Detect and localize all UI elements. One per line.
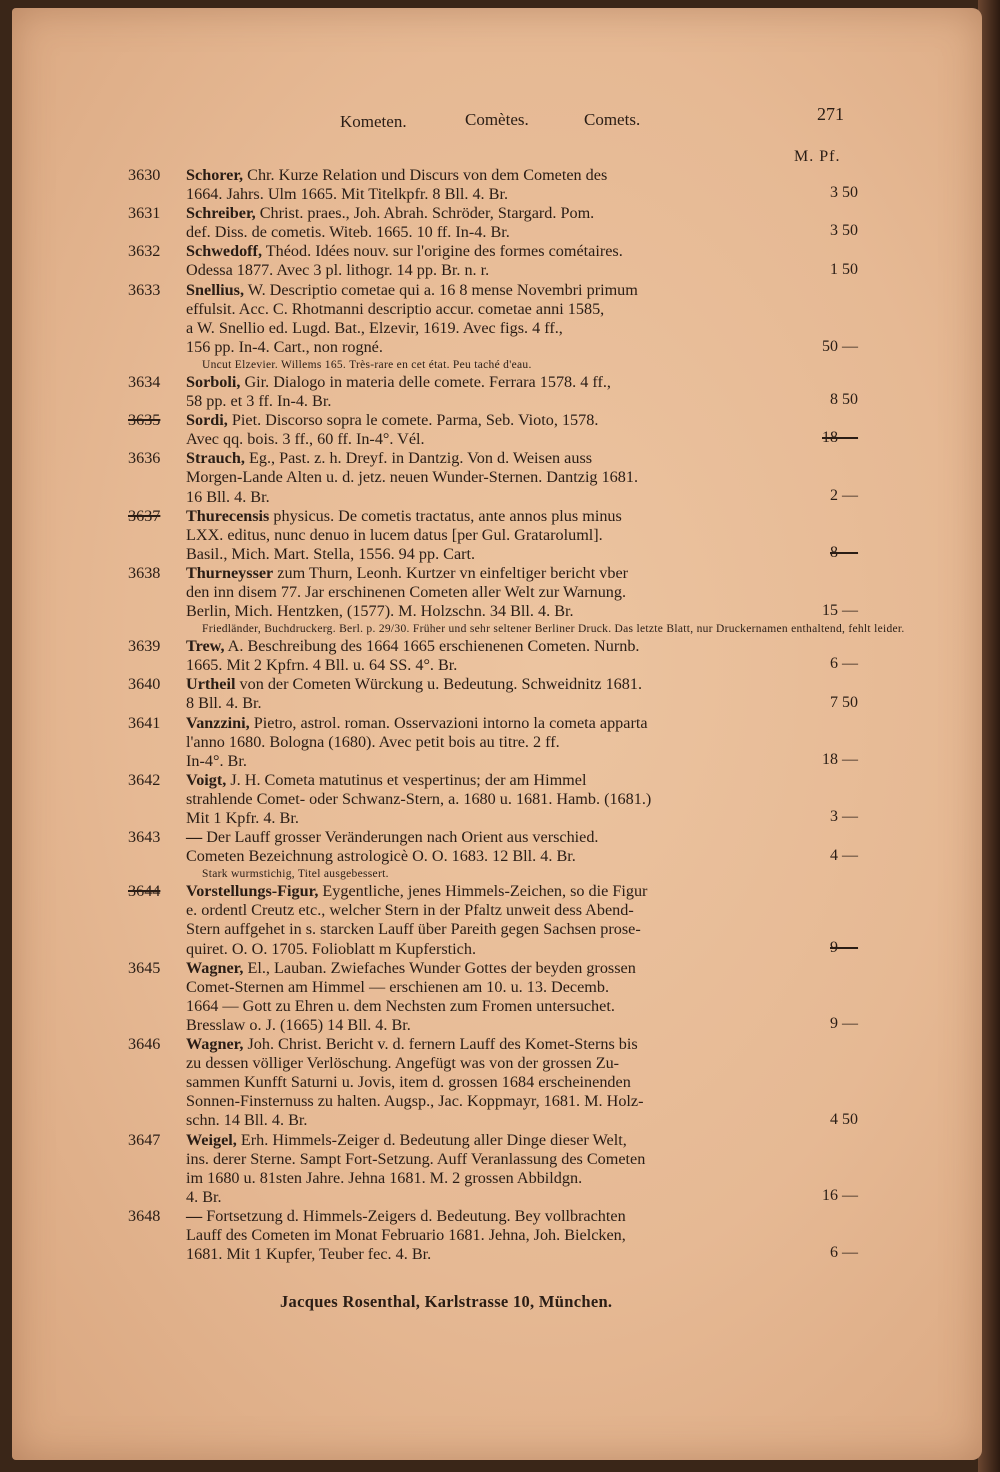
- entry-line: [128, 790, 858, 809]
- entry-author: —: [186, 828, 203, 847]
- entry-price: 3 —: [830, 808, 858, 826]
- entry-line: [128, 449, 858, 468]
- entry-text: 1665. Mit 2 Kpfrn. 4 Bll. u. 64 SS. 4°. Br.: [186, 656, 458, 675]
- entry-price: 3 50: [830, 184, 858, 202]
- catalog-entry: [128, 373, 858, 411]
- entry-price: 7 50: [830, 693, 858, 711]
- entry-note: Uncut Elzevier. Willems 165. Très-rare en cet état. Peu taché d'eau.: [202, 358, 532, 371]
- entry-author: Thurneysser: [186, 563, 274, 582]
- entry-line: [128, 338, 858, 357]
- entry-price: 15 —: [822, 601, 858, 619]
- entry-line: [128, 940, 858, 959]
- entry-author: Thurecensis: [186, 506, 270, 525]
- entry-number: 3636: [128, 449, 161, 468]
- entry-text: 156 pp. In-4. Cart., non rogné.: [186, 337, 383, 356]
- entry-number: 3643: [128, 828, 161, 847]
- entry-line: [128, 1131, 858, 1150]
- entry-text: Eg., Past. z. h. Dreyf. in Dantzig. Von d. Weisen auss: [244, 449, 593, 468]
- entry-line: [128, 752, 858, 771]
- catalog-entry: [128, 411, 858, 449]
- entry-author: Sorboli,: [186, 372, 241, 391]
- entry-line: [128, 694, 858, 713]
- entry-price: 4 —: [830, 847, 858, 865]
- entry-text: El., Lauban. Zwiefaches Wunder Gottes der beyden grossen: [243, 958, 636, 977]
- catalog-entry: [128, 882, 858, 958]
- entry-text: def. Diss. de cometis. Witeb. 1665. 10 ff. In-4. Br.: [186, 223, 510, 242]
- page-number: 271: [817, 104, 844, 124]
- entry-line: [128, 882, 858, 901]
- entry-line: [128, 602, 858, 621]
- entry-line: [128, 901, 858, 920]
- currency-column-header: M. Pf.: [794, 148, 841, 165]
- entry-text: Basil., Mich. Mart. Stella, 1556. 94 pp. Cart.: [186, 544, 476, 563]
- entry-price: 2 —: [830, 486, 858, 504]
- entry-line: [128, 771, 858, 790]
- entry-text: Eygentliche, jenes Himmels-Zeichen, so die Figur: [318, 882, 648, 901]
- entry-line: [128, 300, 858, 319]
- entry-number: 3637: [128, 506, 161, 525]
- entry-price: 6 —: [830, 655, 858, 673]
- entry-text: 16 Bll. 4. Br.: [186, 487, 270, 506]
- entry-text: a W. Snellio ed. Lugd. Bat., Elzevir, 1619. Avec figs. 4 ff.,: [186, 318, 563, 337]
- entry-text: physicus. De cometis tractatus, ante annos plus minus: [269, 506, 622, 525]
- entry-line: [128, 185, 858, 204]
- entry-number: 3641: [128, 713, 161, 732]
- entry-text: Christ. praes., Joh. Abrah. Schröder, Stargard. Pom.: [255, 204, 595, 223]
- entry-number: 3648: [128, 1206, 161, 1225]
- entry-number: 3632: [128, 242, 161, 261]
- entry-price: 3 50: [830, 222, 858, 240]
- catalog-entry: [128, 714, 858, 771]
- entry-line: [128, 1226, 858, 1245]
- catalog-entry: [128, 281, 858, 373]
- entry-author: Vanzzini,: [186, 713, 250, 732]
- entry-text: 1681. Mit 1 Kupfer, Teuber fec. 4. Br.: [186, 1245, 432, 1264]
- entry-line: [128, 564, 858, 583]
- catalog-entry: [128, 959, 858, 1035]
- entry-line: [128, 978, 858, 997]
- entry-number: 3645: [128, 958, 161, 977]
- entry-line: [128, 1111, 858, 1130]
- entry-line: [128, 920, 858, 939]
- entry-line: [128, 468, 858, 487]
- catalog-entry: [128, 1207, 858, 1264]
- entry-number: 3631: [128, 204, 161, 223]
- entry-text: Cometen Bezeichnung astrologicè O. O. 1683. 12 Bll. 4. Br.: [186, 847, 576, 866]
- entry-text: strahlende Comet- oder Schwanz-Stern, a. 1680 u. 1681. Hamb. (1681.): [186, 789, 652, 808]
- entry-line: [128, 281, 858, 300]
- entry-author: Schorer,: [186, 166, 244, 184]
- entry-line: [128, 392, 858, 411]
- entry-text: Joh. Christ. Bericht v. d. fernern Lauff des Komet-Sterns bis: [243, 1035, 638, 1054]
- entry-note: Friedländer, Buchdruckerg. Berl. p. 29/30. Früher und sehr seltener Berliner Druck. Das letzte Blatt, nur Druckernamen enthaltend, fehlt leider.: [202, 623, 905, 636]
- entry-price: 8 50: [830, 391, 858, 409]
- entry-text: den inn disem 77. Jar erschinenen Cometen aller Welt zur Warnung.: [186, 582, 627, 601]
- entry-text: ins. derer Sterne. Sampt Fort-Setzung. Auff Veranlassung des Cometen: [186, 1149, 646, 1168]
- entry-price: 18 —: [822, 750, 858, 768]
- entry-author: Urtheil: [186, 675, 236, 694]
- entry-text: Pietro, astrol. roman. Osservazioni intorno la cometa apparta: [249, 713, 648, 732]
- entry-line: [128, 373, 858, 392]
- entry-text: Comet-Sternen am Himmel — erschienen am 10. u. 13. Decemb.: [186, 977, 610, 996]
- header-title-german: Kometen.: [340, 112, 407, 131]
- entry-line: [128, 242, 858, 261]
- entry-text: Mit 1 Kpfr. 4. Br.: [186, 809, 299, 827]
- entry-author: Vorstellungs-Figur,: [186, 882, 319, 901]
- entry-author: Strauch,: [186, 449, 245, 468]
- entry-number: 3635: [128, 411, 161, 430]
- publisher-footer: Jacques Rosenthal, Karlstrasse 10, München.: [280, 1292, 613, 1311]
- entry-price: 16 —: [822, 1186, 858, 1204]
- entry-line: [128, 1073, 858, 1092]
- entry-number: 3644: [128, 882, 161, 901]
- entry-line: [128, 637, 858, 656]
- entry-text: 1664 — Gott zu Ehren u. dem Nechsten zum Fromen untersuchet.: [186, 996, 615, 1015]
- entry-number: 3638: [128, 563, 161, 582]
- entry-number: 3647: [128, 1130, 161, 1149]
- catalog-entry: [128, 828, 858, 882]
- entry-text: im 1680 u. 81sten Jahre. Jehna 1681. M. 2 grossen Abbildgn.: [186, 1168, 583, 1187]
- entry-author: Schreiber,: [186, 204, 256, 223]
- entry-price: 6 —: [830, 1244, 858, 1262]
- entry-text: Gir. Dialogo in materia delle comete. Ferrara 1578. 4 ff.,: [240, 372, 611, 391]
- entry-text: schn. 14 Bll. 4. Br.: [186, 1111, 308, 1130]
- entry-line: [128, 1207, 858, 1226]
- entry-price: 50 —: [822, 337, 858, 355]
- entry-text: Erh. Himmels-Zeiger d. Bedeutung aller Dinge dieser Welt,: [236, 1130, 627, 1149]
- entry-text: Stern auffgehet in s. starcken Lauff über Pareith gegen Sachsen prose-: [186, 920, 641, 939]
- catalog-entry: [128, 637, 858, 675]
- catalog-entry: [128, 771, 858, 828]
- entry-text: W. Descriptio cometae qui a. 16 8 mense Novembri primum: [244, 280, 638, 299]
- entry-author: Trew,: [186, 637, 225, 656]
- entry-number: 3646: [128, 1035, 161, 1054]
- entry-text: 4. Br.: [186, 1187, 222, 1206]
- entry-text: e. ordentl Creutz etc., welcher Stern in der Pfaltz unweit dess Abend-: [186, 901, 634, 920]
- entry-line: [128, 583, 858, 602]
- entry-text: Chr. Kurze Relation und Discurs von dem Cometen des: [243, 166, 608, 184]
- entry-author: Snellius,: [186, 280, 245, 299]
- entry-text: LXX. editus, nunc denuo in lucem datus [per Gul. Grataroluml].: [186, 525, 603, 544]
- entry-price: 4 50: [830, 1110, 858, 1128]
- entry-text: zu dessen völliger Verlöschung. Angefügt was von der grossen Zu-: [186, 1054, 620, 1073]
- entry-text: Odessa 1877. Avec 3 pl. lithogr. 14 pp. Br. n. r.: [186, 261, 490, 280]
- entry-text: Der Lauff grosser Veränderungen nach Orient aus verschied.: [202, 828, 599, 847]
- entry-line: [128, 1245, 858, 1264]
- entry-author: Wagner,: [186, 958, 244, 977]
- entry-text: Sonnen-Finsternuss zu halten. Augsp., Jac. Koppmayr, 1681. M. Holz-: [186, 1092, 644, 1111]
- catalog-entry: [128, 204, 858, 242]
- catalog-entries: [128, 166, 905, 1264]
- catalog-entry: [128, 1131, 858, 1207]
- entry-line: [128, 1035, 858, 1054]
- entry-line: [128, 488, 858, 507]
- entry-line: [128, 507, 858, 526]
- entry-author: Voigt,: [186, 770, 227, 789]
- entry-text: l'anno 1680. Bologna (1680). Avec petit bois au titre. 2 ff.: [186, 732, 560, 751]
- entry-text: Bresslaw o. J. (1665) 14 Bll. 4. Br.: [186, 1015, 411, 1034]
- entry-line: [128, 656, 858, 675]
- header-title-french: Comètes.: [465, 110, 529, 129]
- entry-line: [128, 526, 858, 545]
- entry-text: sammen Kunfft Saturni u. Jovis, item d. grossen 1684 erscheinenden: [186, 1073, 631, 1092]
- entry-number: 3630: [128, 166, 161, 184]
- catalog-entry: [128, 507, 858, 564]
- entry-line: [128, 166, 858, 185]
- entry-line: [128, 261, 858, 280]
- page-header: [340, 104, 860, 134]
- entry-line: [128, 1150, 858, 1169]
- entry-number: 3634: [128, 372, 161, 391]
- entry-price: 8 —: [830, 543, 858, 561]
- entry-line: [128, 319, 858, 338]
- entry-author: —: [186, 1206, 203, 1225]
- entry-line: [128, 1054, 858, 1073]
- entry-number: 3633: [128, 280, 161, 299]
- entry-number: 3639: [128, 637, 161, 656]
- entry-text: 1664. Jahrs. Ulm 1665. Mit Titelkpfr. 8 Bll. 4. Br.: [186, 185, 508, 204]
- entry-text: zum Thurn, Leonh. Kurtzer vn einfeltiger bericht vber: [273, 563, 629, 582]
- catalog-entry: [128, 242, 858, 280]
- entry-line: [128, 847, 858, 866]
- entry-line: [128, 997, 858, 1016]
- entry-line: [128, 204, 858, 223]
- catalog-entry: [128, 166, 858, 204]
- entry-text: Lauff des Cometen im Monat Februario 1681. Jehna, Joh. Bielcken,: [186, 1225, 626, 1244]
- entry-number: 3642: [128, 770, 161, 789]
- entry-text: effulsit. Acc. C. Rhotmanni descriptio accur. cometae anni 1585,: [186, 299, 605, 318]
- entry-line: [128, 733, 858, 752]
- entry-text: 58 pp. et 3 ff. In-4. Br.: [186, 392, 332, 411]
- entry-number: 3640: [128, 675, 161, 694]
- catalog-entry: [128, 563, 905, 637]
- entry-text: Berlin, Mich. Hentzken, (1577). M. Holzschn. 34 Bll. 4. Br.: [186, 602, 574, 621]
- entry-line: [128, 959, 858, 978]
- entry-author: Sordi,: [186, 411, 228, 430]
- entry-line: [128, 809, 858, 828]
- entry-price: 18 —: [822, 429, 858, 447]
- entry-line: [128, 714, 858, 733]
- entry-author: Wagner,: [186, 1035, 244, 1054]
- entry-line: [128, 223, 858, 242]
- entry-text: Théod. Idées nouv. sur l'origine des formes cométaires.: [262, 242, 623, 261]
- entry-text: 8 Bll. 4. Br.: [186, 694, 262, 713]
- entry-line: [128, 1188, 858, 1207]
- entry-line: [128, 1016, 858, 1035]
- entry-price: 9 —: [830, 938, 858, 956]
- entry-text: Avec qq. bois. 3 ff., 60 ff. In-4°. Vél.: [186, 430, 425, 449]
- entry-text: J. H. Cometa matutinus et vespertinus; der am Himmel: [226, 770, 587, 789]
- entry-line: [128, 430, 858, 449]
- header-title-english: Comets.: [584, 110, 641, 129]
- entry-text: quiret. O. O. 1705. Folioblatt m Kupferstich.: [186, 939, 476, 958]
- catalog-entry: [128, 1035, 858, 1130]
- entry-text: Morgen-Lande Alten u. d. jetz. neuen Wunder-Sternen. Dantzig 1681.: [186, 468, 638, 487]
- entry-line: [128, 675, 858, 694]
- entry-text: Piet. Discorso sopra le comete. Parma, Seb. Vioto, 1578.: [227, 411, 599, 430]
- entry-line: [128, 1169, 858, 1188]
- entry-price: 9 —: [830, 1015, 858, 1033]
- entry-author: Weigel,: [186, 1130, 237, 1149]
- entry-line: [128, 828, 858, 847]
- catalog-entry: [128, 449, 858, 506]
- entry-author: Schwedoff,: [186, 242, 262, 261]
- entry-price: 1 50: [830, 260, 858, 278]
- entry-note: Stark wurmstichig, Titel ausgebessert.: [202, 868, 389, 881]
- entry-text: In-4°. Br.: [186, 751, 247, 770]
- entry-line: [128, 411, 858, 430]
- entry-text: Fortsetzung d. Himmels-Zeigers d. Bedeutung. Bey vollbrachten: [202, 1206, 626, 1225]
- entry-line: [128, 545, 858, 564]
- entry-text: von der Cometen Würckung u. Bedeutung. Schweidnitz 1681.: [235, 675, 643, 694]
- catalog-entry: [128, 675, 858, 713]
- entry-line: [128, 1092, 858, 1111]
- entry-text: A. Beschreibung des 1664 1665 erschienenen Cometen. Nurnb.: [224, 637, 640, 656]
